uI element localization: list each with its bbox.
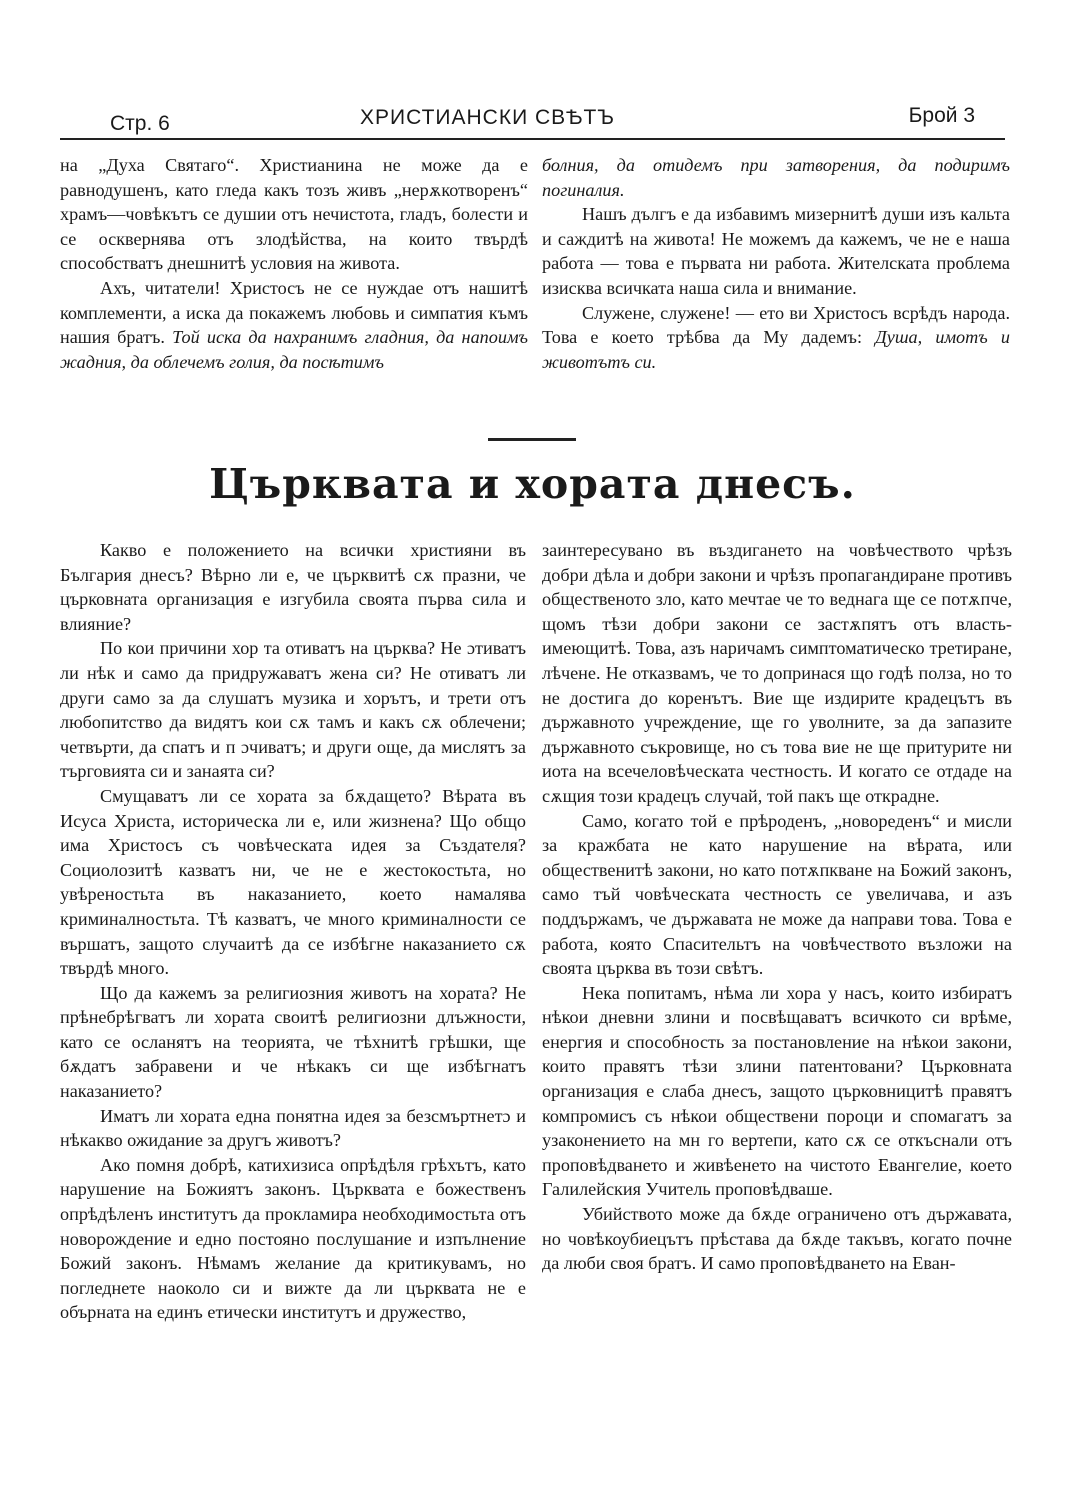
paragraph: По кои причини хор та отиватъ на църква? Не ɔтиватъ ли нѣк и само да придружаватъ жена си? Не отиватъ ли други само за да слушатъ музика и хорътъ, и трети отъ любопитство да видятъ кои сѫ тамъ и какъ сѫ облечени; четвърти, да спатъ и п ɔчиватъ; и други още, да мислятъ за търговията си и занаята си?	[60, 638, 526, 782]
paragraph: заинтересувано въ въздигането на човѣчеството чрѣзъ добри дѣла и добри закони и чрѣзъ пропагандиране противъ общественото зло, като мечтае че то веднага ще се потѫпче, щомъ тѣзи добри закони се застѫпятъ отъ власть-имеющитѣ. Това, азъ наричамъ симптоматическо третиране, лѣчене. Не отказвамъ, че то допринася що годѣ полза, но то не достига до коренътъ. Вие ще издирите крадецътъ въ държавното учреждение, ще го уволните, за да запазите държавното съкровище, но съ това вие не ще притурите ни иота на всечеловѣческата честность. И когато се отдаде на сѫщия този крадецъ случай, той пакъ ще открадне.	[542, 540, 1012, 806]
page-number: Стр. 6	[110, 112, 170, 135]
paragraph: Какво е положението на всички християни въ България днесъ? Вѣрно ли е, че църквитѣ сѫ празни, че църковната организация е изгубила своята първа сила и влияние?	[60, 540, 526, 634]
article-title: Църквата и хората днесъ.	[209, 460, 856, 508]
page-header	[60, 100, 1005, 140]
paragraph: Нашъ дългъ е да избавимъ мизернитѣ души изъ кальта и саждитѣ на живота! Не можемъ да кажемъ, че не е наша работа — това е първата ни работа. Жителската проблема изисква всичката наша сила и внимание.	[542, 204, 1010, 298]
paragraph: Смущаватъ ли се хората за бѫдащето? Вѣрата въ Исуса Христа, историческа ли е, или жизнена? Що общо има Христосъ съ човѣческата идея за Създателя? Социолозитѣ казватъ ни, че не е жестокостьта, но увѣреностьта въ наказанието, което намалява криминалностьта. Тѣ казватъ, че много криминалности се вършатъ, защото случаитѣ да се избѣгне наказанието сѫ твърдѣ много.	[60, 785, 526, 979]
paragraph: Убийството може да бѫде ограничено отъ държавата, но човѣкоубиецътъ прѣстава да бѫде такъвъ, когато почне да люби своя братъ. И само проповѣдването на Еван-	[542, 1204, 1012, 1274]
text-run: Ахъ, читатели! Христосъ не се нуждае отъ нашитѣ комплементи, а иска да покажемъ любовь и симпатия къмъ нашия братъ.	[60, 277, 528, 348]
paragraph	[542, 301, 1010, 375]
header-rule	[60, 138, 1005, 140]
issue-number: Брой 3	[908, 104, 975, 127]
text-run: Служене, служене! — ето ви Христосъ всрѣдъ народа. Това е което трѣбва да Му дадемъ:	[542, 302, 1010, 348]
paragraph: Нека попитамъ, нѣма ли хора у насъ, които избиратъ нѣкои дневни злини и посвѣщаватъ всичкото си врѣме, енергия и способность за постановление на нѣкои закони, които правятъ тѣзи злини патентовани? Църковната организация е слаба днесъ, защото църковницитѣ правятъ компромисъ съ нѣкои обществени пороци и спомагатъ за узаконението на мн го вертепи, като сѫ се откъснали отъ проповѣдването и живѣенето на чистото Евангелие, което Галилейския Учитель проповѣдваше.	[542, 982, 1012, 1200]
article-right-column	[542, 538, 1012, 1276]
top-right-column	[542, 153, 1010, 374]
article-left-column	[60, 538, 526, 1325]
paragraph	[60, 276, 528, 374]
paragraph: болния, да отидемъ при затворения, да подиримъ погиналия.	[542, 155, 1010, 200]
paragraph: Що да кажемъ за религиозния животъ на хората? Не прѣнебрѣгватъ ли хората своитѣ религиозни длъжности, като се осланятъ на теорията, че тѣхнитѣ грѣшки, ще бѫдатъ забравени и че нѣкакъ си ще избѣгнатъ наказанието?	[60, 982, 526, 1102]
italic-run: Той иска да нахранимъ гладния, да напоимъ жадния, да облечемъ голия, да посѣтимъ	[60, 327, 528, 372]
paragraph: Ако помня добрѣ, катихизиса опрѣдѣля грѣхътъ, като нарушение на Божиятъ законъ. Църквата е божественъ опрѣдѣленъ институтъ да прокламира необходимостьта отъ новорождение и едно постояно послушание и изпълнение Божий законъ. Нѣмамъ желание да критикувамъ, но погледнете наоколо си и вижте да ли църквата не е обърната на единъ етически институтъ и дружество,	[60, 1154, 526, 1323]
italic-run: Душа, имотъ и животътъ си.	[542, 327, 1010, 372]
paragraph: Само, когато той е прѣроденъ, „новореденъ“ и мисли за кражбата не като нарушение на вѣрата, или общественитѣ закони, но като потѫпкване на Божий законъ, само тъй човѣческата честность се увеличава, и азъ поддържамъ, че държавата не може да направи това. Това е работа, която Спасительтъ на човѣчеството възложи на своята църква въ този свѣтъ.	[542, 810, 1012, 979]
top-left-column	[60, 153, 528, 374]
section-separator	[488, 438, 576, 441]
journal-title: ХРИСТИАНСКИ СВѢТЪ	[360, 106, 615, 129]
paragraph: на „Духа Святаго“. Христианина не може да е равнодушенъ, като гледа какъ тозъ живъ „нерѫкотворенъ“ храмъ—човѣкътъ се душии отъ нечистота, гладъ, болести и се осквернява отъ злодѣйства, на които твърдѣ способстватъ днешнитѣ условия на живота.	[60, 155, 528, 274]
paragraph: Иматъ ли хората една понятна идея за безсмъртнетɔ и нѣкакво ожидание за другъ животъ?	[60, 1105, 526, 1151]
